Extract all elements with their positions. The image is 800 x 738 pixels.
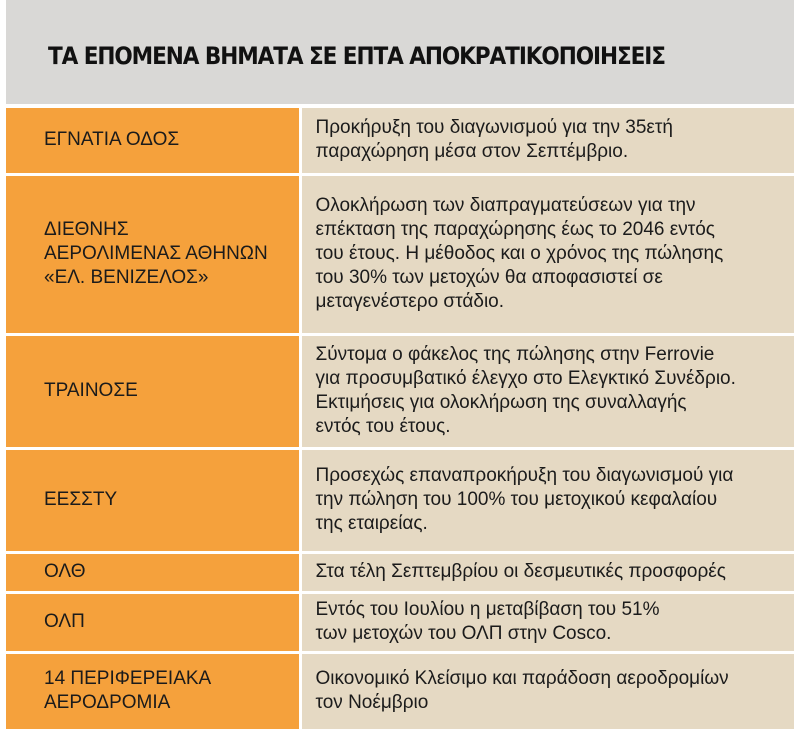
infographic-frame [6,0,794,738]
description-line: Ολοκλήρωση των διαπραγματεύσεων για την [315,195,696,216]
step-description-cell [300,108,794,174]
page-title: ΤΑ ΕΠΟΜΕΝΑ ΒΗΜΑΤΑ ΣΕ ΕΠΤΑ ΑΠΟΚΡΑΤΙΚΟΠΟΙΗΣΕΙΣ [48,42,665,70]
entity-name-line: «ΕΛ. ΒΕΝΙΖΕΛΟΣ» [44,267,209,288]
entity-name-line: ΑΕΡΟΛΙΜΕΝΑΣ ΑΘΗΝΩΝ [44,243,268,264]
description-line: Οικονομικό Κλείσιμο και παράδοση αεροδρομίων [315,668,729,689]
entity-name-line: ΑΕΡΟΔΡΟΜΙΑ [44,692,171,713]
description-line: μεταγενέστερο στάδιο. [315,291,505,312]
table-row [6,448,794,552]
entity-name-line: 14 ΠΕΡΙΦΕΡΕΙΑΚΑ [44,668,212,689]
entity-name-line: ΟΛΘ [44,561,86,582]
entity-name-cell [6,592,300,652]
description-line: εντός του έτους. [315,416,451,437]
entity-name-line: ΟΛΠ [44,611,85,632]
description-line: του έτους. Η μέθοδος και ο χρόνος της πώλησης [315,243,724,264]
privatization-steps-table [6,108,794,732]
description-line: Εκτιμήσεις για ολοκλήρωση της συναλλαγής [315,392,687,413]
entity-name-line: ΤΡΑΙΝΟΣΕ [44,380,138,401]
entity-name-cell [6,448,300,552]
description-line: των μετοχών του ΟΛΠ στην Cosco. [315,623,612,644]
entity-name-cell [6,108,300,174]
step-description-cell [300,334,794,448]
entity-name-cell [6,334,300,448]
step-description-cell [300,652,794,730]
description-line: Προσεχώς επαναπροκήρυξη του διαγωνισμού για [315,465,734,486]
description-line: την πώληση του 100% του μετοχικού κεφαλαίου [315,489,718,510]
entity-name-cell [6,174,300,334]
description-line: της εταιρείας. [315,513,428,534]
entity-name-cell [6,552,300,592]
step-description-cell [300,448,794,552]
entity-name-line: ΕΓΝΑΤΙΑ ΟΔΟΣ [44,129,180,151]
table-row [6,592,794,652]
step-description-cell [300,592,794,652]
description-line: Προκήρυξη του διαγωνισμού για την 35ετή [315,117,673,139]
table-row [6,174,794,334]
entity-name-line: ΔΙΕΘΝΗΣ [44,219,129,240]
step-description-cell [300,552,794,592]
step-description-cell [300,174,794,334]
description-line: τον Νοέμβριο [315,692,429,713]
description-line: Στα τέλη Σεπτεμβρίου οι δεσμευτικές προσφορές [315,561,726,582]
description-line: Σύντομα ο φάκελος της πώλησης στην Ferrovie [315,344,715,365]
table-row [6,334,794,448]
table-row [6,108,794,174]
description-line: Εντός του Ιουλίου η μεταβίβαση του 51% [315,599,660,620]
description-line: επέκταση της παραχώρησης έως το 2046 εντός [315,219,715,240]
header-band [6,0,794,104]
description-line: του 30% των μετοχών θα αποφασιστεί σε [315,267,663,288]
description-line: για προσυμβατικό έλεγχο στο Ελεγκτικό Συνέδριο. [315,368,736,389]
description-line: παραχώρηση μέσα στον Σεπτέμβριο. [315,141,629,163]
entity-name-cell [6,652,300,730]
entity-name-line: ΕΕΣΣΤΥ [44,489,118,510]
table-row [6,652,794,730]
table-row [6,552,794,592]
